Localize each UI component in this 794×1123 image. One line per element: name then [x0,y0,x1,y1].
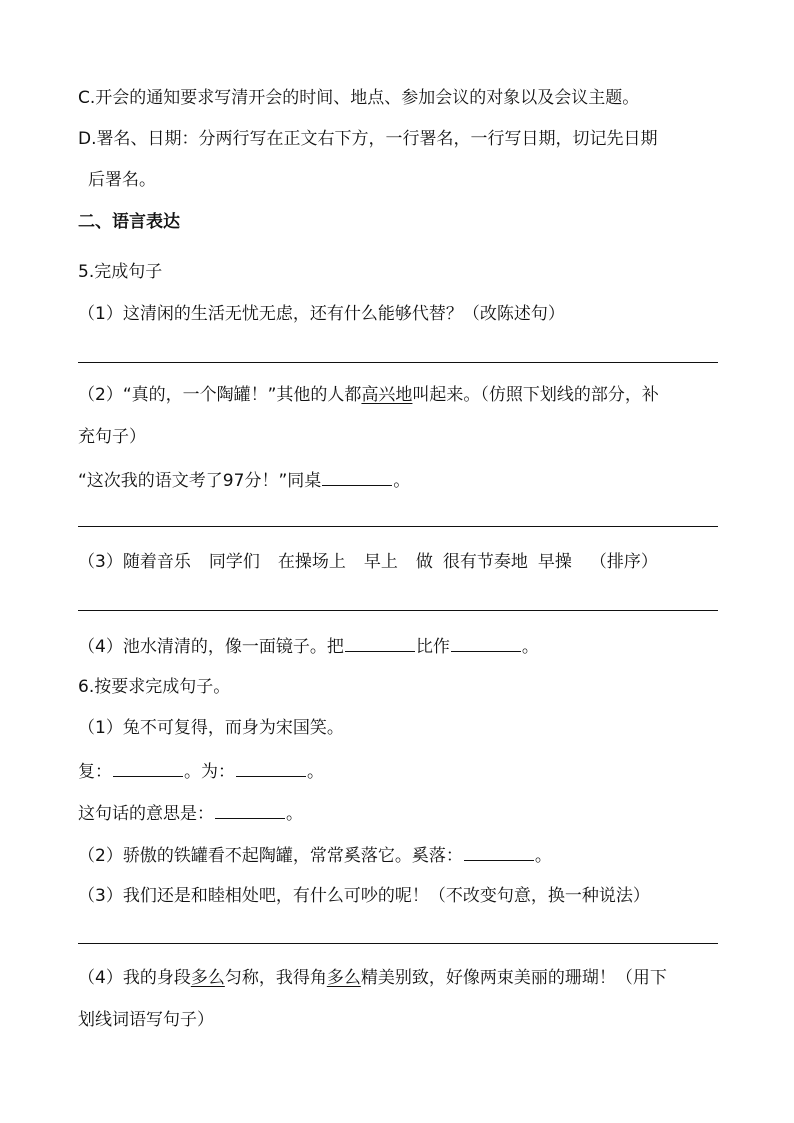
item-d-line1: D.署名、日期：分两行写在正文右下方，一行署名，一行写日期，切记先日期 [78,129,658,149]
q5-part3-word: 早上 [363,552,398,572]
q6-part1-meaning-label: 这句话的意思是： [78,804,214,824]
q6-part3: （3）我们还是和睦相处吧，有什么可吵的呢！（不改变句意，换一种说法） [78,886,650,906]
fill-blank[interactable] [113,759,183,777]
q6-part1-fu: 复： [78,762,112,782]
q5-part2-line2: 充句子） [78,427,146,447]
q5-title: 5.完成句子 [78,262,163,282]
q5-part4-text-b: 比作 [415,637,450,657]
answer-line[interactable] [78,943,718,944]
q6-part1-fill [78,759,718,783]
item-d-line2: 后署名。 [88,170,156,190]
q6-part4-underlined: 多么 [326,968,361,988]
q5-part3 [78,551,718,573]
q5-part2-text-a: （2）“真的，一个陶罐！”其他的人都 [78,385,362,405]
fill-blank[interactable] [236,759,306,777]
q5-part2-example [78,468,718,492]
q5-part2-example-text: “这次我的语文考了97分！”同桌 [78,471,322,491]
answer-line[interactable] [78,526,718,527]
q6-title: 6.按要求完成句子。 [78,677,231,697]
q5-part3-word: 同学们 [208,552,260,572]
q5-part2-text-b: 叫起来。（仿照下划线的部分，补 [412,385,659,405]
q5-part3-word: 在操场上 [277,552,346,572]
q5-part3-hint: （排序） [589,552,658,572]
fill-blank[interactable] [451,634,521,652]
q6-part1-wei: 。为： [184,762,235,782]
fill-blank[interactable] [322,468,392,486]
section-heading: 二、语言表达 [78,212,180,232]
q5-part4-text-a: （4）池水清清的，像一面镜子。把 [78,637,344,657]
q6-part1-end: 。 [307,762,324,782]
answer-line[interactable] [78,362,718,363]
item-c: C.开会的通知要求写清开会的时间、地点、参加会议的对象以及会议主题。 [78,88,640,108]
q5-part3-word: 早操 [537,552,572,572]
q5-part2-underlined: 高兴地 [361,385,413,405]
q5-part3-word: 很有节奏地 [442,552,528,572]
q5-part3-word: 做 [415,552,433,572]
fill-blank[interactable] [464,843,534,861]
q6-part1-meaning-end: 。 [286,804,303,824]
q6-part4-text-c: 精美别致，好像两束美丽的珊瑚！（用下 [360,968,667,988]
q6-part2-end: 。 [534,846,552,866]
q6-part4-text-b: 匀称，我得角 [224,968,327,988]
q5-part3-label: （3）随着音乐 [78,552,191,572]
q6-part4-underlined: 多么 [190,968,225,988]
fill-blank[interactable] [345,634,415,652]
q6-part1-meaning [78,801,718,825]
q5-part2-example-end: 。 [393,471,411,491]
q6-part2-text: （2）骄傲的铁罐看不起陶罐，常常奚落它。奚落： [78,846,463,866]
q5-part1: （1）这清闲的生活无忧无虑，还有什么能够代替？（改陈述句） [78,304,565,324]
q5-part4-text-c: 。 [521,637,539,657]
q6-part4-text-a: （4）我的身段 [78,968,191,988]
answer-line[interactable] [78,610,718,611]
q6-part4 [78,967,718,989]
q6-part4-line2: 划线词语写句子） [78,1010,214,1030]
q5-part4 [78,634,718,658]
q6-part1: （1）兔不可复得，而身为宋国笑。 [78,718,344,738]
q6-part2 [78,843,718,867]
fill-blank[interactable] [215,801,285,819]
q5-part2 [78,384,718,406]
